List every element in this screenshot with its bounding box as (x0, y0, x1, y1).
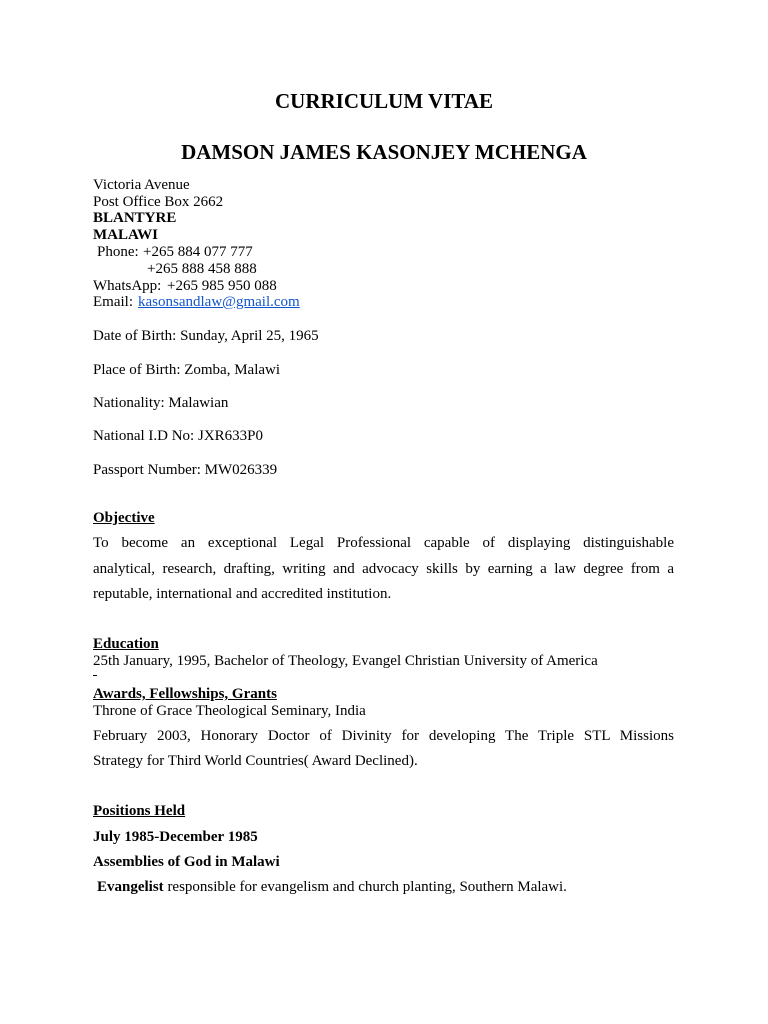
address-country: MALAWI (93, 227, 159, 243)
objective-line-2: analytical, research, drafting, writing and advocacy skills by earning a law degree from a (93, 561, 674, 577)
objective-heading: Objective (93, 510, 155, 526)
phone-number-2: +265 888 458 888 (147, 261, 257, 277)
education-heading: Education (93, 636, 159, 652)
underline-mark (93, 675, 97, 676)
passport-number: Passport Number: MW026339 (93, 462, 278, 478)
awards-line-2: Strategy for Third World Countries( Award Declined). (93, 753, 418, 769)
awards-institution: Throne of Grace Theological Seminary, India (93, 703, 366, 719)
place-of-birth: Place of Birth: Zomba, Malawi (93, 362, 281, 378)
email-label: Email: (93, 294, 133, 310)
objective-line-3: reputable, international and accredited institution. (93, 586, 392, 602)
objective-line-1: To become an exceptional Legal Professional capable of displaying distinguishable (93, 535, 674, 551)
awards-heading: Awards, Fellowships, Grants (93, 686, 277, 702)
phone-number-1: +265 884 077 777 (143, 244, 253, 260)
nationality: Nationality: Malawian (93, 395, 229, 411)
position-organization: Assemblies of God in Malawi (93, 854, 280, 870)
position-role-line (97, 879, 567, 896)
position-description: responsible for evangelism and church planting, Southern Malawi. (163, 879, 567, 895)
awards-line-1: February 2003, Honorary Doctor of Divinity for developing The Triple STL Missions (93, 728, 674, 744)
education-entry: 25th January, 1995, Bachelor of Theology, Evangel Christian University of America (93, 653, 598, 669)
candidate-name: DAMSON JAMES KASONJEY MCHENGA (181, 140, 587, 164)
national-id: National I.D No: JXR633P0 (93, 428, 263, 444)
positions-heading: Positions Held (93, 803, 186, 819)
position-role: Evangelist (97, 879, 164, 895)
phone-label: Phone: (97, 244, 139, 260)
address-city: BLANTYRE (93, 210, 177, 226)
document-title: CURRICULUM VITAE (275, 89, 493, 113)
whatsapp-label: WhatsApp: (93, 278, 162, 294)
position-period: July 1985-December 1985 (93, 829, 258, 845)
whatsapp-number: +265 985 950 088 (167, 278, 277, 294)
date-of-birth: Date of Birth: Sunday, April 25, 1965 (93, 328, 319, 344)
email-link[interactable]: kasonsandlaw@gmail.com (138, 294, 300, 310)
address-po-box: Post Office Box 2662 (93, 194, 224, 210)
address-street: Victoria Avenue (93, 177, 190, 193)
